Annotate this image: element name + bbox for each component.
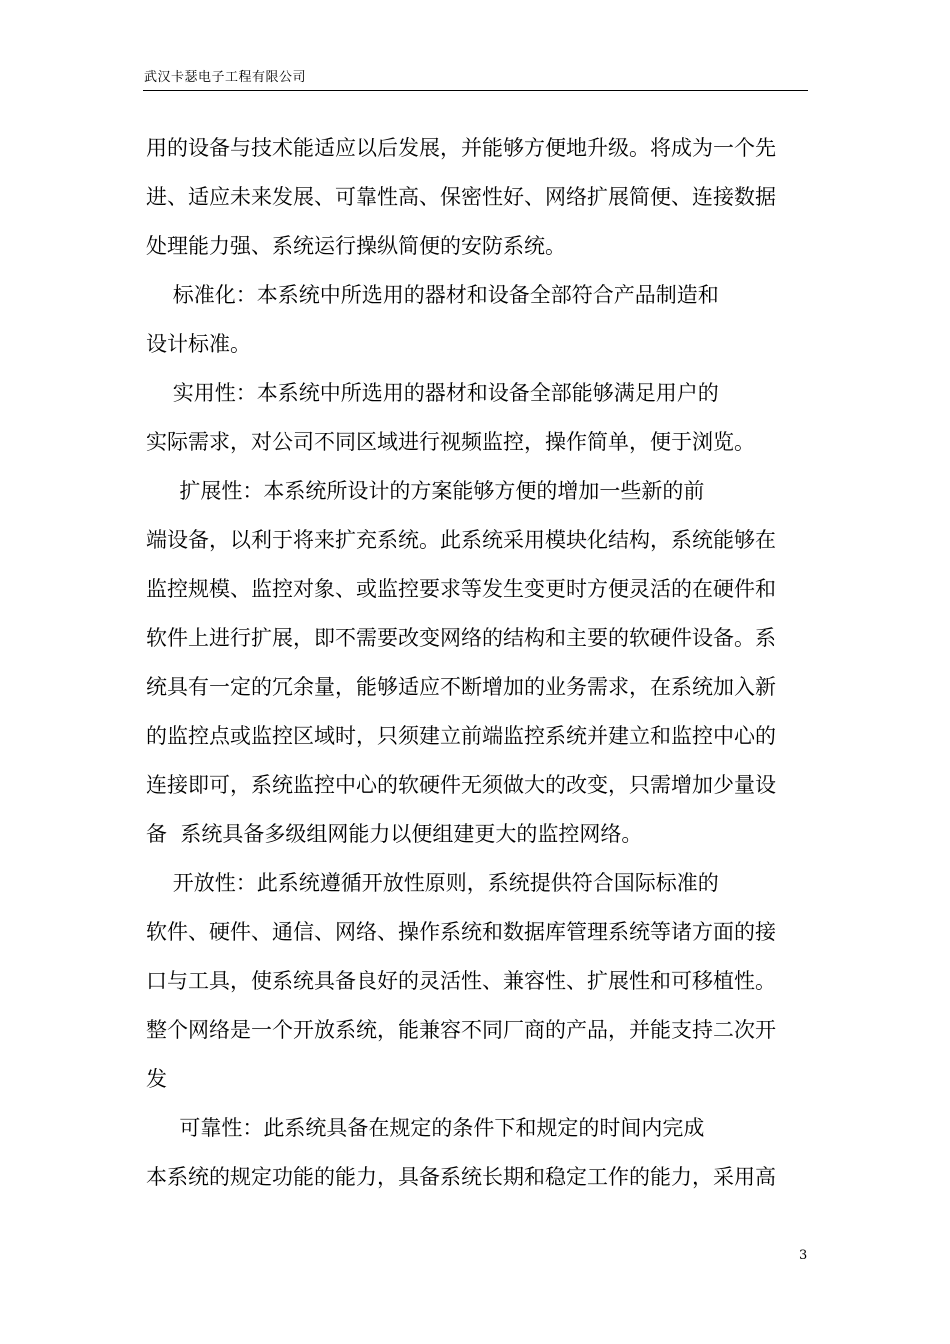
text-line: 实际需求，对公司不同区域进行视频监控，操作简单，便于浏览。 — [146, 430, 755, 454]
header-rule — [143, 90, 808, 91]
text-line: 监控规模、监控对象、或监控要求等发生变更时方便灵活的在硬件和 — [146, 577, 776, 601]
text-line: 口与工具，使系统具备良好的灵活性、兼容性、扩展性和可移植性。 — [146, 969, 776, 993]
body-text — [146, 124, 811, 1202]
text-line: 本系统的规定功能的能力，具备系统长期和稳定工作的能力，采用高 — [146, 1165, 776, 1189]
text-line: 软件、硬件、通信、网络、操作系统和数据库管理系统等诸方面的接 — [146, 920, 776, 944]
text-line: 整个网络是一个开放系统，能兼容不同厂商的产品，并能支持二次开 — [146, 1018, 776, 1042]
text-line: 用的设备与技术能适应以后发展，并能够方便地升级。将成为一个先 — [146, 136, 776, 160]
text-line: 处理能力强、系统运行操纵简便的安防系统。 — [146, 234, 566, 258]
page-number: 3 — [799, 1248, 808, 1263]
text-line: 的监控点或监控区域时，只须建立前端监控系统并建立和监控中心的 — [146, 724, 776, 748]
text-line: 统具有一定的冗余量，能够适应不断增加的业务需求，在系统加入新 — [146, 675, 776, 699]
text-line: 设计标准。 — [146, 332, 251, 356]
text-line: 进、适应未来发展、可靠性高、保密性好、网络扩展简便、连接数据 — [146, 185, 776, 209]
text-line: 实用性：本系统中所选用的器材和设备全部能够满足用户的 — [146, 381, 719, 405]
text-line: 端设备，以利于将来扩充系统。此系统采用模块化结构，系统能够在 — [146, 528, 776, 552]
text-line: 软件上进行扩展，即不需要改变网络的结构和主要的软硬件设备。系 — [146, 626, 776, 650]
text-line: 开放性：此系统遵循开放性原则，系统提供符合国际标准的 — [146, 871, 719, 895]
text-line: 标准化：本系统中所选用的器材和设备全部符合产品制造和 — [146, 283, 719, 307]
text-line: 连接即可，系统监控中心的软硬件无须做大的改变，只需增加少量设 — [146, 773, 776, 797]
header-company-name: 武汉卡瑟电子工程有限公司 — [144, 70, 307, 85]
text-line: 发 — [146, 1067, 167, 1091]
text-line: 备 系统具备多级组网能力以便组建更大的监控网络。 — [146, 822, 643, 846]
text-line: 扩展性：本系统所设计的方案能够方便的增加一些新的前 — [146, 479, 705, 503]
text-line: 可靠性：此系统具备在规定的条件下和规定的时间内完成 — [146, 1116, 705, 1140]
